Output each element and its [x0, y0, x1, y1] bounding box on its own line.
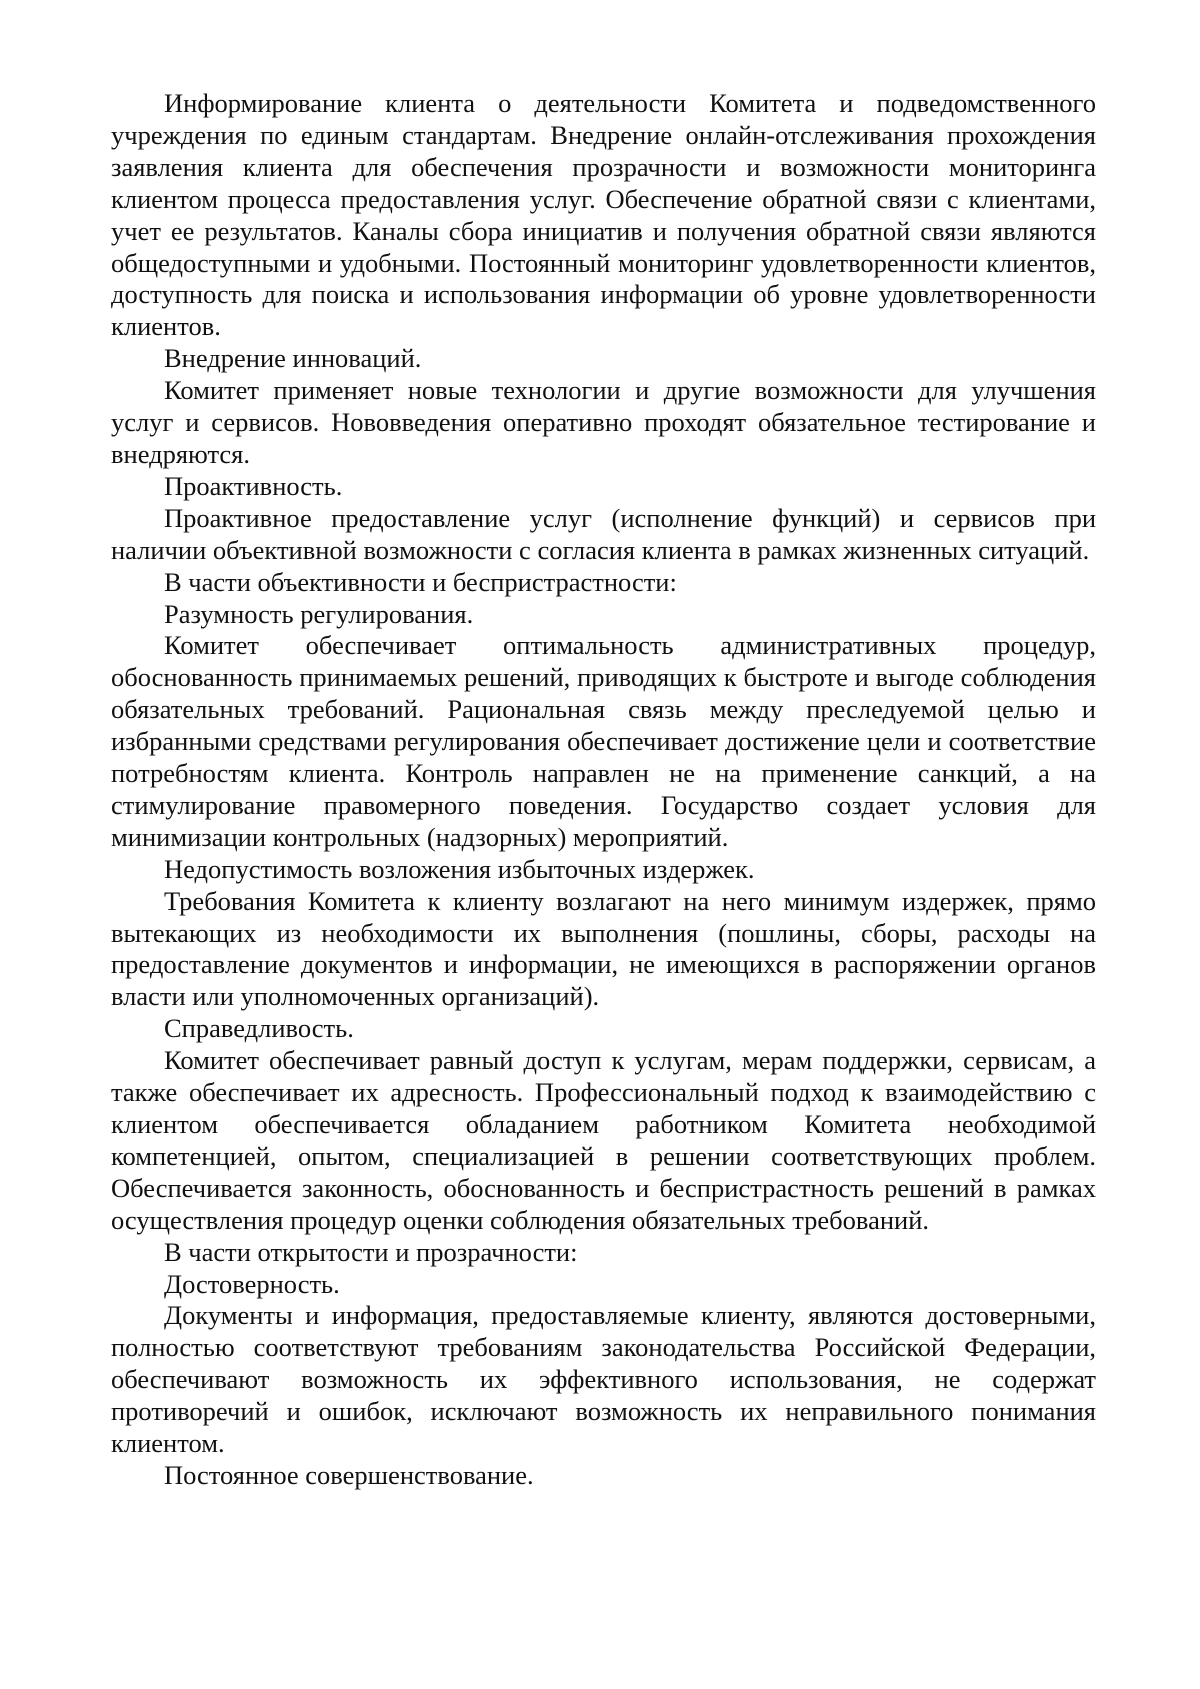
section-objectivity: В части объективности и беспристрастности: [164, 566, 677, 597]
heading-regulation: Разумность регулирования. [164, 598, 474, 629]
section-transparency: В части открытости и прозрачности: [164, 1236, 578, 1267]
paragraph-innovation: Комитет применяет новые технологии и другие возможности для улучшения услуг и сервисов. Нововведения оперативно проходят обязательное тестирование и внедряются. [111, 375, 1096, 469]
heading-improvement: Постоянное совершенствование. [164, 1459, 534, 1490]
paragraph-fairness: Комитет обеспечивает равный доступ к услугам, мерам поддержки, сервисам, а также обеспечивает их адресность. Профессиональный подход к взаимодействию с клиентом обеспечивается обладанием работником Комитета необходимой компетенцией, опытом, специализацией в решении соответствующих проблем. Обеспечивается законность, обоснованность и беспристрастность решений в рамках осуществления процедур оценки соблюдения обязательных требований. [111, 1045, 1096, 1235]
paragraph-proactivity: Проактивное предоставление услуг (исполнение функций) и сервисов при наличии объективной возможности с согласия клиента в рамках жизненных ситуаций. [111, 502, 1096, 565]
heading-innovation: Внедрение инноваций. [164, 343, 422, 374]
heading-reliability: Достоверность. [164, 1268, 340, 1299]
heading-fairness: Справедливость. [164, 1013, 354, 1044]
heading-proactivity: Проактивность. [164, 470, 343, 501]
paragraph-regulation: Комитет обеспечивает оптимальность административных процедур, обоснованность принимаемых решений, приводящих к быстроте и выгоде соблюдения обязательных требований. Рациональная связь между преследуемой целью и избранными средствами регулирования обеспечивает достижение цели и соответствие потребностям клиента. Контроль направлен не на применение санкций, а на стимулирование правомерного поведения. Государство создает условия для минимизации контрольных (надзорных) мероприятий. [111, 630, 1096, 852]
heading-costs: Недопустимость возложения избыточных издержек. [164, 853, 755, 884]
paragraph-reliability: Документы и информация, предоставляемые клиенту, являются достоверными, полностью соответствуют требованиям законодательства Российской Федерации, обеспечивают возможность их эффективного использования, не содержат противоречий и ошибок, исключают возможность их неправильного понимания клиентом. [111, 1300, 1096, 1459]
paragraph-costs: Требования Комитета к клиенту возлагают на него минимум издержек, прямо вытекающих из необходимости их выполнения (пошлины, сборы, расходы на предоставление документов и информации, не имеющихся в распоряжении органов власти или уполномоченных организаций). [111, 885, 1096, 1012]
document-body [111, 88, 1096, 1492]
paragraph-informing-client: Информирование клиента о деятельности Комитета и подведомственного учреждения по единым стандартам. Внедрение онлайн-отслеживания прохождения заявления клиента для обеспечения прозрачности и возможности мониторинга клиентом процесса предоставления услуг. Обеспечение обратной связи с клиентами, учет ее результатов. Каналы сбора инициатив и получения обратной связи являются общедоступными и удобными. Постоянный мониторинг удовлетворенности клиентов, доступность для поиска и использования информации об уровне удовлетворенности клиентов. [111, 88, 1096, 342]
